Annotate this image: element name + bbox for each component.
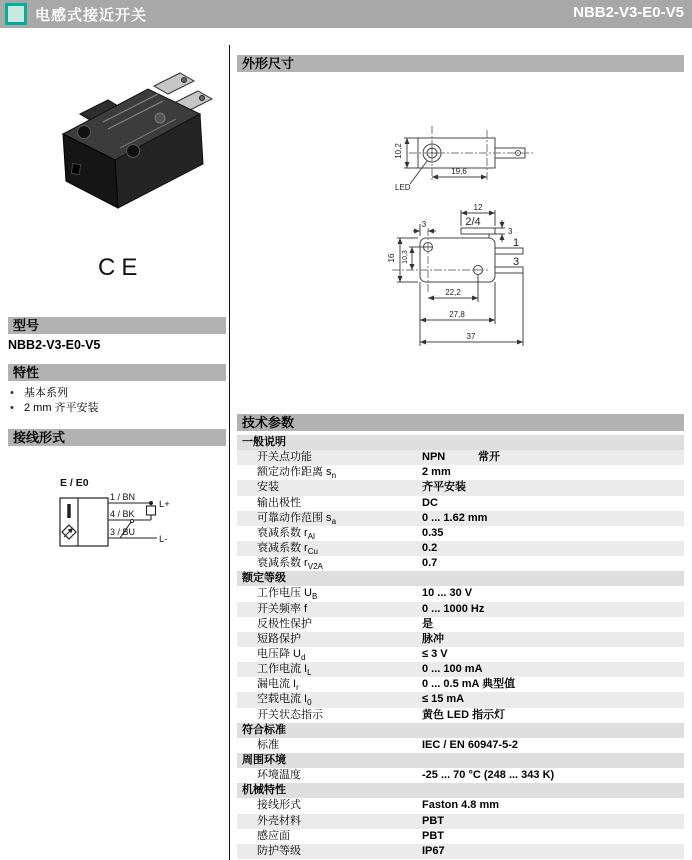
top-view — [404, 126, 533, 184]
tech-row-value: 0.35 — [422, 526, 444, 539]
wire-label-1: 1 / BN — [110, 492, 136, 502]
bullet-icon: • — [10, 387, 14, 399]
tech-data-row — [237, 647, 684, 662]
tech-row-label: 环境温度 — [257, 769, 301, 782]
tech-row-value: 10 ... 30 V — [422, 587, 473, 600]
tech-row-label: 感应面 — [257, 829, 290, 842]
tech-row-value: -25 ... 70 °C (248 ... 343 K) — [422, 769, 555, 782]
tech-data-row — [237, 496, 684, 511]
section-title-dimensions: 外形尺寸 — [237, 55, 684, 72]
dim-blade-thickness: 3 — [508, 227, 513, 236]
tech-row-value: 脉冲 — [422, 632, 444, 645]
feature-text: 基本系列 — [24, 387, 68, 399]
tech-data-row — [237, 798, 684, 813]
tech-row-label: 工作电流 $I_L$ — [257, 663, 312, 678]
tech-row-label: 开关频率 f — [257, 602, 308, 615]
tech-row-value: 齐平安装 — [422, 481, 466, 494]
tech-data-row — [237, 480, 684, 495]
tech-group-row: 机械特性 — [237, 783, 684, 798]
tech-row-label: 接线形式 — [257, 799, 301, 812]
connection-diagram — [8, 466, 226, 584]
tech-data-row — [237, 556, 684, 571]
dim-hole-inset: 3 — [421, 220, 427, 229]
section-title-tech: 技术参数 — [237, 414, 684, 431]
sensor-illustration — [63, 73, 212, 208]
tech-row-value: DC — [422, 496, 438, 509]
dim-hole-spacing-h: 22,2 — [445, 288, 461, 297]
tech-row-value: NPN 常开 — [422, 451, 500, 464]
supply-plus-label: L+ — [159, 499, 170, 510]
tech-row-value: Faston 4.8 mm — [422, 799, 500, 812]
product-photo — [8, 56, 226, 241]
tech-row-value: 0 ... 100 mA — [422, 663, 483, 676]
tech-row-label: 防护等级 — [257, 844, 301, 857]
tech-data-row — [237, 541, 684, 556]
section-title-connection: 接线形式 — [8, 429, 226, 446]
section-title-model: 型号 — [8, 317, 226, 334]
tech-row-label: 输出极性 — [257, 496, 301, 509]
tech-row-value: IEC / EN 60947-5-2 — [422, 738, 518, 751]
tech-data-row — [237, 617, 684, 632]
tech-row-value: 黄色 LED 指示灯 — [422, 708, 506, 721]
tech-row-value: PBT — [422, 814, 444, 827]
tech-data-row — [237, 829, 684, 844]
tech-data-row — [237, 692, 684, 707]
product-family-title: 电感式接近开关 — [35, 6, 148, 24]
feature-item — [10, 386, 99, 401]
tech-row-label: 漏电流 $I_r$ — [257, 678, 299, 693]
header-model-number: NBB2-V3-E0-V5 — [573, 4, 684, 21]
feature-list — [10, 386, 99, 416]
tech-row-label: 安装 — [257, 481, 279, 494]
tech-group-row: 一般说明 — [237, 435, 684, 450]
tech-row-label: 额定动作距离 $s_n$ — [257, 466, 337, 481]
supply-minus-label: L- — [159, 534, 168, 545]
wire-label-4: 4 / BK — [110, 509, 135, 519]
tech-data-row — [237, 844, 684, 859]
tech-data-row — [237, 586, 684, 601]
tech-data-row — [237, 708, 684, 723]
dim-hole-spacing-v: 10,3 — [402, 250, 409, 264]
tech-group-row: 额定等级 — [237, 571, 684, 586]
feature-text: 2 mm 齐平安装 — [24, 402, 99, 414]
tech-row-label: 可靠动作范围 $s_a$ — [257, 511, 337, 526]
tech-data-row — [237, 511, 684, 526]
feature-item — [10, 401, 99, 416]
dim-led-offset: 19,6 — [451, 167, 467, 176]
load-resistor-symbol — [147, 506, 156, 515]
tech-row-label: 工作电压 $U_B$ — [257, 587, 318, 602]
dim-top-blade-width: 12 — [473, 203, 483, 212]
dim-body-height: 10,2 — [394, 143, 403, 159]
tech-row-label: 电压降 $U_d$ — [257, 647, 306, 663]
tech-row-label: 衰减系数 $r_{Cu}$ — [257, 541, 318, 557]
tech-row-value: ≤ 3 V — [422, 647, 448, 660]
tech-row-value: 2 mm — [422, 466, 451, 479]
model-number: NBB2-V3-E0-V5 — [8, 338, 101, 352]
tech-row-value: 0 ... 1.62 mm — [422, 511, 488, 524]
tech-row-value: IP67 — [422, 844, 445, 857]
tech-data-row — [237, 632, 684, 647]
tech-row-value: 0.7 — [422, 557, 438, 570]
tech-data-row — [237, 526, 684, 541]
tech-row-label: 短路保护 — [257, 632, 301, 645]
tech-data-row — [237, 465, 684, 480]
tech-row-label: 标准 — [257, 738, 279, 751]
tech-data-row — [237, 738, 684, 753]
ce-mark: CE — [98, 254, 144, 281]
product-family-icon — [5, 3, 27, 25]
dim-body-height-front: 16 — [387, 253, 396, 263]
tech-data-row — [237, 814, 684, 829]
tech-group-row: 符合标准 — [237, 723, 684, 738]
section-title-features: 特性 — [8, 364, 226, 381]
page-header — [0, 0, 692, 28]
tech-row-label: 开关点功能 — [257, 451, 312, 464]
tech-row-value: 0 ... 1000 Hz — [422, 602, 485, 615]
tech-row-value: 0.2 — [422, 541, 438, 554]
dim-total-length: 37 — [466, 332, 476, 341]
wire-label-3: 3 / BU — [110, 527, 136, 537]
tech-row-label: 反极性保护 — [257, 617, 312, 630]
tech-row-value: 是 — [422, 617, 433, 630]
tech-data-row — [237, 450, 684, 465]
front-view — [392, 210, 523, 346]
tech-row-value: 0 ... 0.5 mA 典型值 — [422, 678, 516, 691]
tech-row-label: 空载电流 $I_0$ — [257, 693, 312, 708]
tech-data-row — [237, 677, 684, 692]
bullet-icon: • — [10, 402, 14, 414]
dimension-drawing — [237, 80, 684, 410]
tech-row-label: 开关状态指示 — [257, 708, 323, 721]
tech-table — [237, 435, 684, 859]
tech-data-row — [237, 768, 684, 783]
blade-label-1: 1 — [513, 237, 520, 249]
dim-body-length: 27,8 — [449, 310, 465, 319]
wiring-variant-label: E / E0 — [60, 477, 89, 489]
blade-label-3: 3 — [513, 256, 520, 268]
tech-row-label: 外壳材料 — [257, 814, 301, 827]
column-divider — [229, 45, 230, 860]
tech-row-label: 衰减系数 $r_{V2A}$ — [257, 557, 323, 572]
tech-data-row — [237, 662, 684, 677]
tech-row-value: ≤ 15 mA — [422, 693, 465, 706]
led-label: LED — [395, 183, 411, 192]
tech-row-value: PBT — [422, 829, 444, 842]
blade-label-24: 2/4 — [465, 216, 481, 228]
tech-row-label: 衰减系数 $r_{Al}$ — [257, 526, 315, 542]
tech-data-row — [237, 602, 684, 617]
tech-group-row: 周围环境 — [237, 753, 684, 768]
